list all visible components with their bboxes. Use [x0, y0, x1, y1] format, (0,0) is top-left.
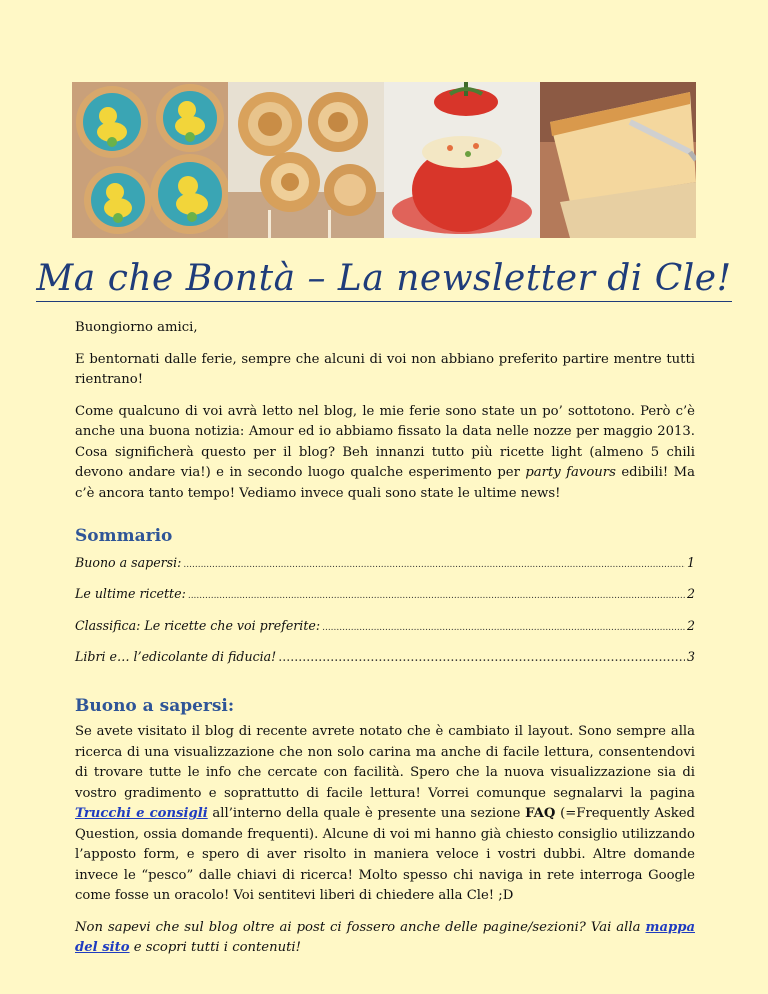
greeting: Buongiorno amici,	[75, 320, 198, 335]
section-paragraph-1: Se avete visitato il blog di recente avrete notato che è cambiato il layout. Sono sempre alla ricerca di una visualizzazione che non solo carina ma anche di facile lettura, consentendovi di trovare tutte le info che cercate con facilità. Spero che la nuova visualizzazione sia di vostro gradimento e soprattutto di facile lettura! Vorrei comunque segnalarvi la pagina Trucchi e consigli all’interno della quale è presente una sezione FAQ (=Frequently Asked Question, ossia domande frequenti). Alcune di voi mi hanno già chiesto consiglio utilizzando l’apposto form, e spero di aver risolto in maniera veloce i vostri dubbi. Altre domande invece le “pesco” dalle chiavi di ricerca! Molto spesso chi naviga in rete interroga Google come fosse un oracolo! Voi sentitevi liberi di chiedere alla Cle! ;D	[75, 724, 695, 903]
section-heading-buono: Buono a sapersi:	[75, 695, 235, 716]
trucchi-consigli-link[interactable]: Trucchi e consigli	[75, 806, 208, 821]
intro-paragraph-2: Come qualcuno di voi avrà letto nel blog, le mie ferie sono state un po’ sottotono. Però c’è anche una buona notizia: Amour ed io abbiamo fissato la data nelle nozze per maggio 2013. Cosa significherà questo per il blog? Beh innanzi tutto più ricette light (almeno 5 chili devono andare via!) e in secondo luogo qualche esperimento per party favours edibili! Ma c’è ancora tanto tempo! Vediamo invece quali sono state le ultime news!	[75, 403, 695, 501]
toc-item-classifica[interactable]: Classifica: Le ricette che voi preferite: ..... 2	[75, 616, 695, 639]
toc-item-buono[interactable]: Buono a sapersi: ..... 1	[75, 553, 695, 576]
pinwheel-lollipops-photo	[228, 82, 384, 238]
header-banner	[72, 82, 696, 238]
toc-item-ricette[interactable]: Le ultime ricette: ..... 2	[75, 584, 695, 607]
toc-heading: Sommario	[75, 526, 173, 546]
newsletter-body	[75, 318, 695, 970]
intro-paragraph-1: E bentornati dalle ferie, sempre che alcuni di voi non abbiano preferito partire mentre tutti rientrano!	[75, 351, 695, 387]
mappa-sito-link[interactable]: mappa del sito	[75, 919, 695, 955]
stuffed-tomato-photo	[384, 82, 540, 238]
section-paragraph-2: Non sapevi che sul blog oltre ai post ci fossero anche delle pagine/sezioni? Vai alla mappa del sito e scopri tutti i contenuti!	[75, 919, 695, 955]
duck-cookies-photo	[72, 82, 228, 238]
tart-slice-photo	[540, 82, 696, 238]
toc-item-libri[interactable]: Libri e… l’edicolante di fiducia! ..... 3	[75, 647, 695, 668]
newsletter-title: Ma che Bontà – La newsletter di Cle!	[0, 258, 768, 299]
